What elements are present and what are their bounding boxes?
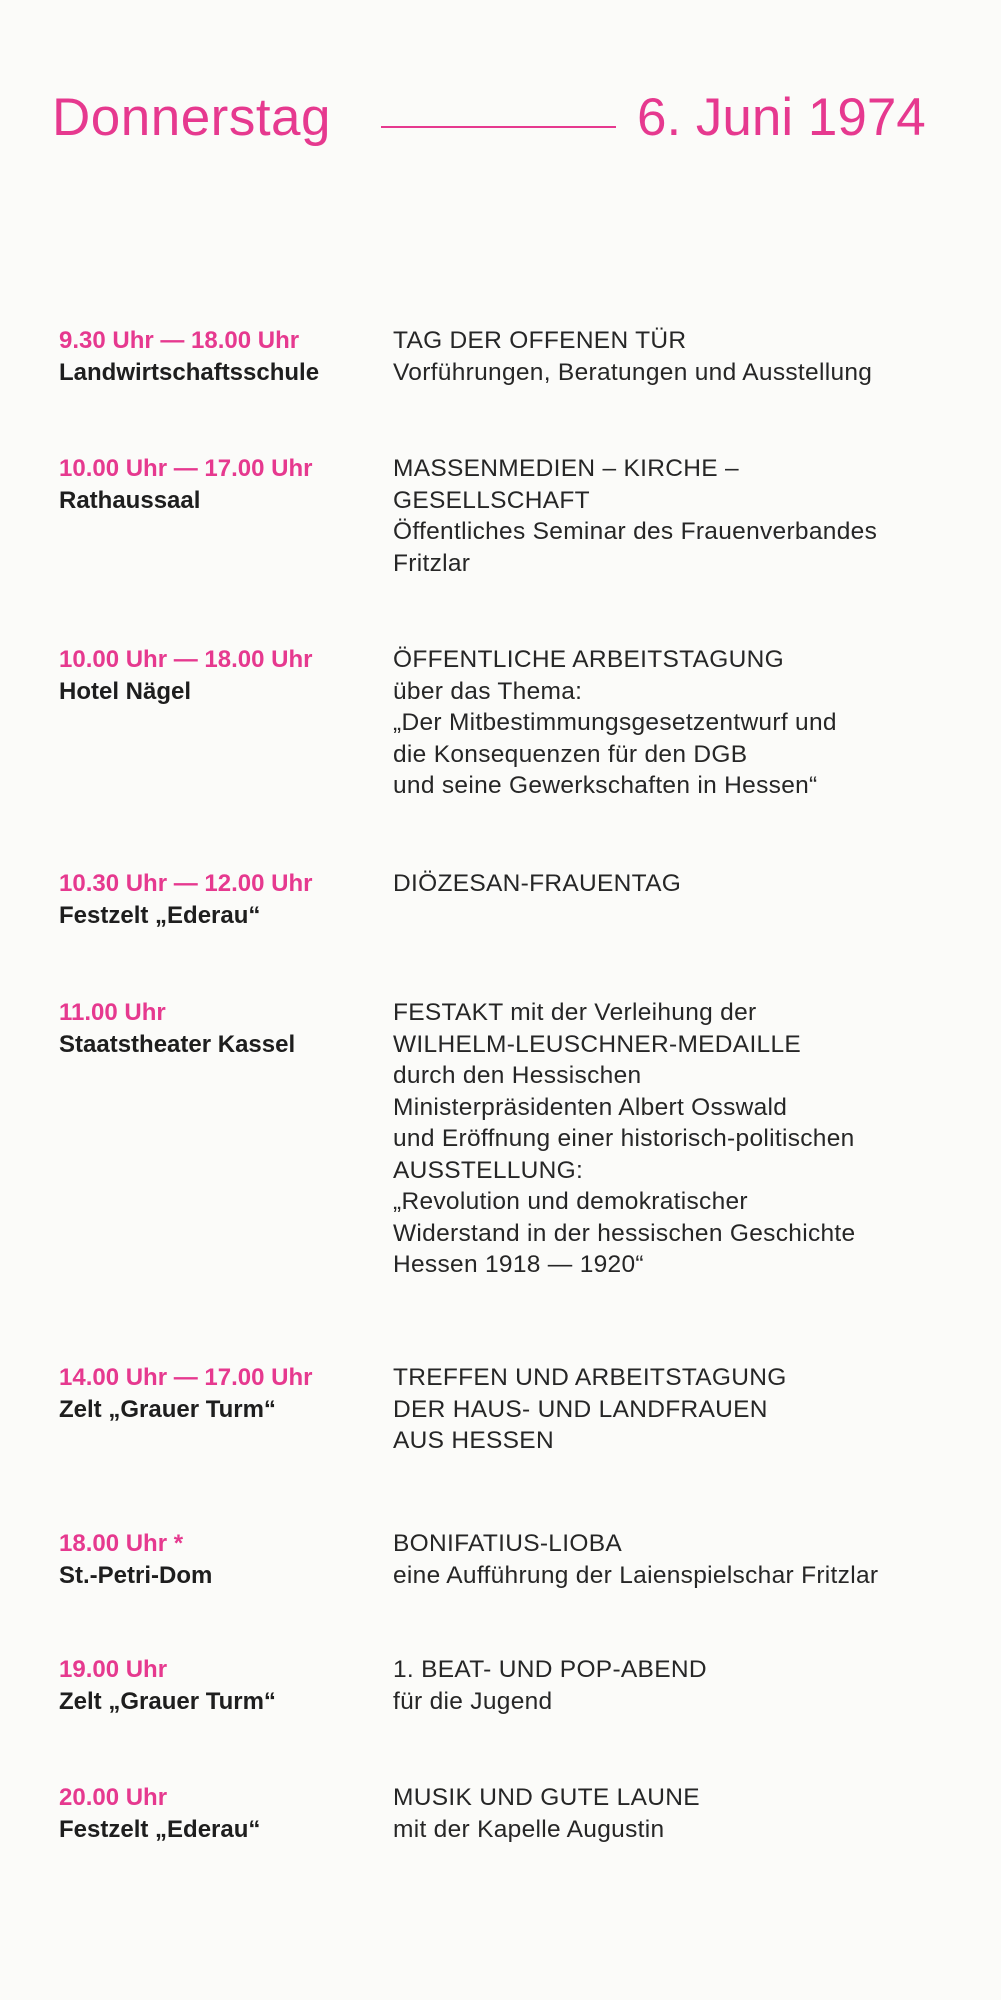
event-time: 18.00 Uhr * (59, 1530, 184, 1557)
event-line: ÖFFENTLICHE ARBEITSTAGUNG (393, 646, 784, 673)
event-time: 19.00 Uhr (59, 1656, 168, 1683)
event-when-where (59, 997, 389, 1061)
event-line: „Der Mitbestimmungsgesetzentwurf und (393, 709, 837, 736)
event-place: Festzelt „Ederau“ (59, 1816, 261, 1843)
event-when-where (59, 644, 389, 708)
event-line: durch den Hessischen (393, 1062, 642, 1089)
event-description (393, 1654, 973, 1717)
event-line: über das Thema: (393, 677, 583, 705)
event-place: Hotel Nägel (59, 678, 192, 705)
event-line: Hessen 1918 — 1920“ (393, 1251, 644, 1278)
event-description (393, 868, 973, 900)
event-line: Vorführungen, Beratungen und Ausstellung (393, 358, 873, 386)
event-line: MASSENMEDIEN – KIRCHE – (393, 455, 739, 482)
event-time: 11.00 Uhr (59, 999, 166, 1026)
event-line: mit der Kapelle Augustin (393, 1815, 665, 1843)
event-description (393, 644, 973, 802)
event-line: eine Aufführung der Laienspielschar Fritzlar (393, 1561, 879, 1589)
event-time: 20.00 Uhr (59, 1784, 168, 1811)
event-line: für die Jugend (393, 1687, 553, 1715)
event-description (393, 325, 973, 388)
event-description (393, 453, 973, 579)
event-time: 9.30 Uhr — 18.00 Uhr (59, 327, 300, 354)
event-time: 10.30 Uhr — 12.00 Uhr (59, 870, 313, 897)
event-line: Widerstand in der hessischen Geschichte (393, 1219, 856, 1247)
event-line: TREFFEN UND ARBEITSTAGUNG (393, 1364, 787, 1391)
event-line: Fritzlar (393, 549, 471, 577)
event-place: Zelt „Grauer Turm“ (59, 1688, 276, 1715)
event-line: „Revolution und demokratischer (393, 1188, 748, 1215)
event-place: Festzelt „Ederau“ (59, 902, 261, 929)
event-line: AUS HESSEN (393, 1427, 554, 1454)
event-time: 10.00 Uhr — 17.00 Uhr (59, 455, 313, 482)
event-line: DIÖZESAN-FRAUENTAG (393, 870, 682, 897)
event-place: St.-Petri-Dom (59, 1562, 213, 1589)
event-when-where (59, 1782, 389, 1846)
event-line: BONIFATIUS-LIOBA (393, 1530, 622, 1557)
event-line: DER HAUS- UND LANDFRAUEN (393, 1395, 768, 1423)
event-when-where (59, 1654, 389, 1718)
event-line: die Konsequenzen für den DGB (393, 740, 748, 768)
event-description (393, 1362, 973, 1457)
event-description (393, 1782, 973, 1845)
event-line: und seine Gewerkschaften in Hessen“ (393, 772, 818, 799)
event-line: TAG DER OFFENEN TÜR (393, 327, 687, 354)
event-line: WILHELM-LEUSCHNER-MEDAILLE (393, 1030, 802, 1058)
event-when-where (59, 868, 389, 932)
event-line: GESELLSCHAFT (393, 486, 590, 514)
date-title: 6. Juni 1974 (637, 88, 926, 147)
event-when-where (59, 325, 389, 389)
event-when-where (59, 1362, 389, 1426)
event-line: 1. BEAT- UND POP-ABEND (393, 1656, 707, 1683)
event-time: 10.00 Uhr — 18.00 Uhr (59, 646, 313, 673)
event-description (393, 1528, 973, 1591)
event-place: Zelt „Grauer Turm“ (59, 1396, 276, 1423)
page-header (52, 88, 952, 158)
event-line: und Eröffnung einer historisch-politischen (393, 1125, 855, 1152)
event-line: Öffentliches Seminar des Frauenverbandes (393, 518, 878, 545)
day-title: Donnerstag (52, 88, 332, 147)
event-description (393, 997, 973, 1281)
event-line: Ministerpräsidenten Albert Osswald (393, 1093, 788, 1121)
event-when-where (59, 453, 389, 517)
event-time: 14.00 Uhr — 17.00 Uhr (59, 1364, 313, 1391)
event-place: Rathaussaal (59, 487, 201, 514)
event-when-where (59, 1528, 389, 1592)
event-line: AUSSTELLUNG: (393, 1156, 584, 1184)
event-place: Staatstheater Kassel (59, 1031, 296, 1058)
event-place: Landwirtschaftsschule (59, 359, 320, 386)
header-rule (381, 126, 616, 128)
event-line: MUSIK UND GUTE LAUNE (393, 1784, 700, 1811)
event-line: FESTAKT mit der Verleihung der (393, 999, 757, 1026)
